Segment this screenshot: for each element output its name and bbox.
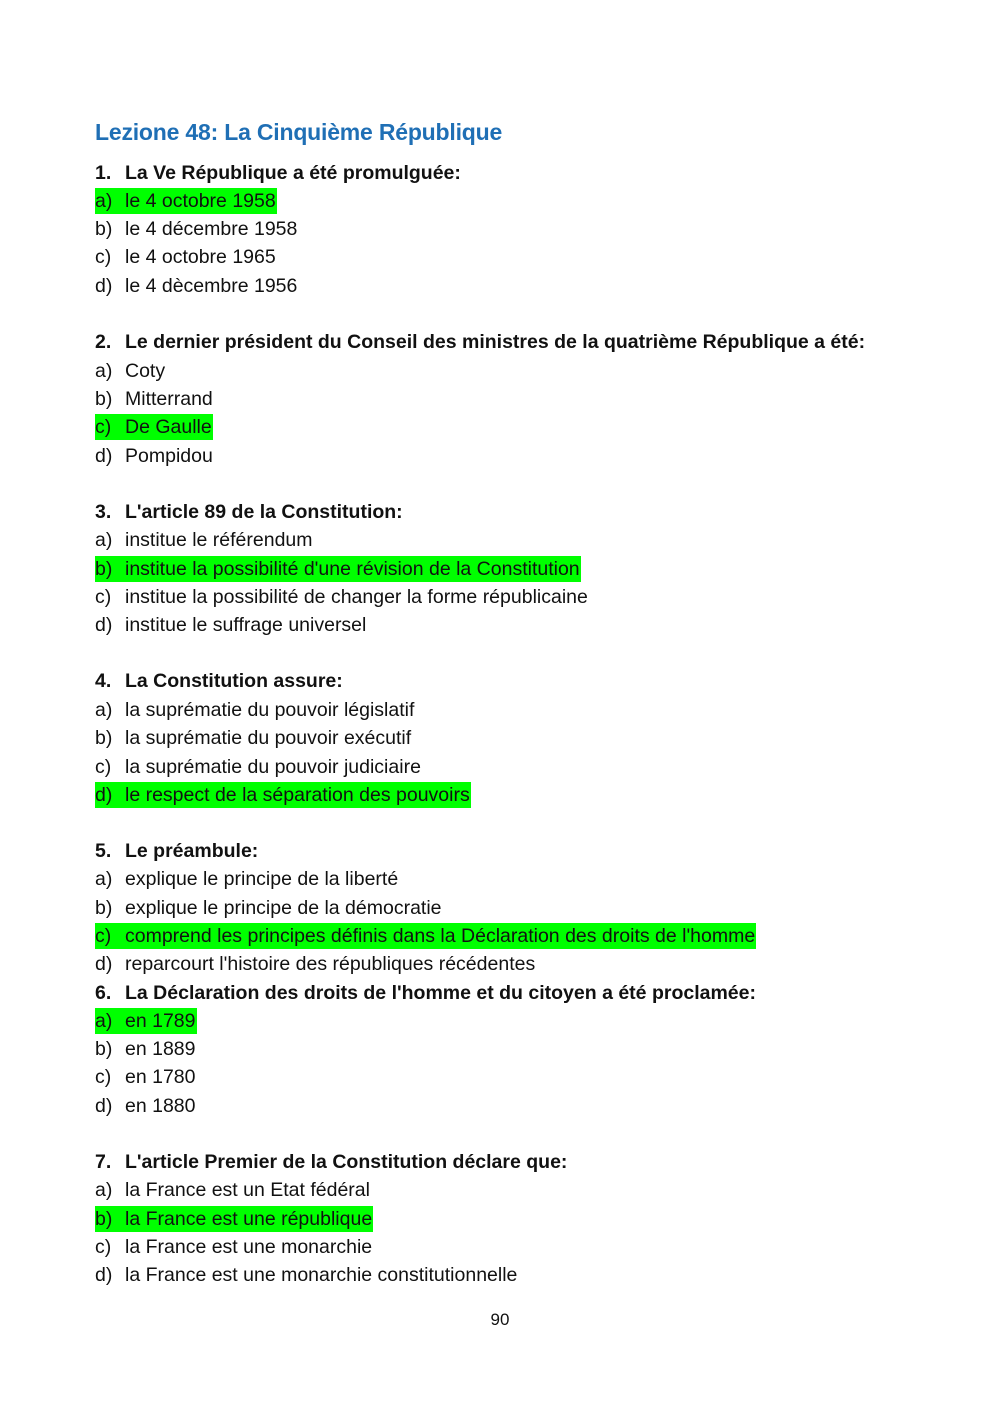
answer-text-wrap (95, 1036, 197, 1062)
option-text: en 1889 (125, 1038, 196, 1060)
option-text: institue la possibilité d'une révision de la Constitution (125, 558, 580, 580)
option-label: b) (95, 897, 113, 919)
question-number: 1. (95, 162, 112, 184)
answer-option (95, 556, 581, 582)
answer-text-wrap (95, 697, 415, 723)
question-1 (95, 160, 461, 186)
answer-text-wrap (95, 1262, 518, 1288)
option-label: d) (95, 275, 113, 297)
answer-text-wrap (95, 527, 314, 553)
answer-option (95, 612, 367, 638)
answer-option (95, 1234, 373, 1260)
answer-text-wrap (95, 951, 536, 977)
answer-text-wrap (95, 358, 166, 384)
option-text: la suprématie du pouvoir exécutif (125, 727, 412, 749)
option-text: la suprématie du pouvoir législatif (125, 699, 415, 721)
answer-option (95, 725, 412, 751)
correct-answer-highlight (95, 1008, 197, 1034)
question-3 (95, 499, 403, 525)
option-text: en 1789 (125, 1010, 196, 1032)
question-text: L'article Premier de la Constitution déclare que: (125, 1151, 568, 1173)
option-label: b) (95, 558, 113, 580)
answer-text-wrap (95, 443, 214, 469)
option-label: c) (95, 416, 112, 438)
answer-option (95, 697, 415, 723)
answer-option (95, 1064, 197, 1090)
option-text: la suprématie du pouvoir judiciaire (125, 756, 421, 778)
option-text: en 1780 (125, 1066, 196, 1088)
page-number: 90 (490, 1310, 510, 1329)
answer-text-wrap (95, 584, 589, 610)
answer-text-wrap (95, 754, 422, 780)
question-text: La Constitution assure: (125, 670, 343, 692)
answer-option (95, 414, 213, 440)
answer-text-wrap (95, 725, 412, 751)
option-label: a) (95, 1010, 113, 1032)
answer-text-wrap (95, 895, 443, 921)
correct-answer-highlight (95, 782, 471, 808)
answer-option (95, 895, 443, 921)
question-4 (95, 668, 343, 694)
option-label: a) (95, 360, 113, 382)
option-text: comprend les principes définis dans la Déclaration des droits de l'homme (125, 925, 756, 947)
option-label: b) (95, 1038, 113, 1060)
question-number: 3. (95, 501, 112, 523)
answer-option (95, 1262, 518, 1288)
answer-option (95, 754, 422, 780)
answer-option (95, 1177, 371, 1203)
option-text: la France est un Etat fédéral (125, 1179, 370, 1201)
answer-text-wrap (95, 612, 367, 638)
option-text: le 4 décembre 1958 (125, 218, 298, 240)
answer-option (95, 273, 298, 299)
question-text: La Déclaration des droits de l'homme et du citoyen a été proclamée: (125, 982, 756, 1004)
question-text: Le dernier président du Conseil des ministres de la quatrième République a été: (125, 331, 866, 353)
answer-text-wrap (95, 1093, 197, 1119)
option-text: le 4 dècembre 1956 (125, 275, 298, 297)
question-number: 6. (95, 982, 112, 1004)
option-label: c) (95, 925, 112, 947)
page-title: Lezione 48: La Cinquième République (95, 119, 503, 145)
answer-option (95, 951, 536, 977)
option-label: b) (95, 1208, 113, 1230)
question-text: La Ve République a été promulguée: (125, 162, 461, 184)
question-7 (95, 1149, 567, 1175)
answer-option (95, 527, 314, 553)
answer-option (95, 216, 298, 242)
option-text: explique le principe de la liberté (125, 868, 399, 890)
option-text: explique le principe de la démocratie (125, 897, 442, 919)
correct-answer-highlight (95, 923, 756, 949)
option-text: le 4 octobre 1965 (125, 246, 276, 268)
option-label: a) (95, 529, 113, 551)
question-2 (95, 329, 865, 355)
option-text: reparcourt l'histoire des républiques récédentes (125, 953, 536, 975)
option-text: le respect de la séparation des pouvoirs (125, 784, 470, 806)
question-number: 4. (95, 670, 112, 692)
option-text: la France est une monarchie constitutionnelle (125, 1264, 518, 1286)
option-text: Mitterrand (125, 388, 213, 410)
option-label: d) (95, 1264, 113, 1286)
correct-answer-highlight (95, 1206, 373, 1232)
option-label: c) (95, 1236, 112, 1258)
option-label: a) (95, 190, 113, 212)
answer-text-wrap (95, 244, 277, 270)
answer-option (95, 1008, 197, 1034)
option-text: Coty (125, 360, 166, 382)
question-5 (95, 838, 258, 864)
correct-answer-highlight (95, 556, 581, 582)
question-text: L'article 89 de la Constitution: (125, 501, 403, 523)
option-text: institue le suffrage universel (125, 614, 367, 636)
answer-text-wrap (95, 1177, 371, 1203)
option-label: d) (95, 614, 113, 636)
answer-option (95, 443, 214, 469)
answer-option (95, 386, 214, 412)
option-label: a) (95, 868, 113, 890)
option-label: c) (95, 756, 112, 778)
correct-answer-highlight (95, 188, 277, 214)
answer-option (95, 1206, 373, 1232)
answer-option (95, 1093, 197, 1119)
answer-option (95, 923, 756, 949)
question-number: 7. (95, 1151, 112, 1173)
option-label: b) (95, 388, 113, 410)
option-text: De Gaulle (125, 416, 212, 438)
option-text: le 4 octobre 1958 (125, 190, 276, 212)
answer-option (95, 358, 166, 384)
option-label: d) (95, 953, 113, 975)
answer-text-wrap (95, 273, 298, 299)
answer-option (95, 188, 277, 214)
question-6 (95, 980, 756, 1006)
option-text: la France est une république (125, 1208, 373, 1230)
correct-answer-highlight (95, 414, 213, 440)
answer-text-wrap (95, 216, 298, 242)
answer-text-wrap (95, 866, 399, 892)
option-text: institue le référendum (125, 529, 313, 551)
option-label: d) (95, 445, 113, 467)
answer-option (95, 866, 399, 892)
option-text: en 1880 (125, 1095, 196, 1117)
option-text: institue la possibilité de changer la forme républicaine (125, 586, 588, 608)
answer-option (95, 1036, 197, 1062)
option-label: b) (95, 218, 113, 240)
question-number: 2. (95, 331, 112, 353)
answer-option (95, 782, 471, 808)
question-text: Le préambule: (125, 840, 259, 862)
question-number: 5. (95, 840, 112, 862)
answer-text-wrap (95, 1064, 197, 1090)
option-label: c) (95, 1066, 112, 1088)
option-label: b) (95, 727, 113, 749)
answer-text-wrap (95, 386, 214, 412)
option-text: Pompidou (125, 445, 213, 467)
answer-text-wrap (95, 1234, 373, 1260)
option-label: c) (95, 246, 112, 268)
option-label: c) (95, 586, 112, 608)
option-label: d) (95, 1095, 113, 1117)
option-label: a) (95, 1179, 113, 1201)
answer-option (95, 244, 277, 270)
option-label: d) (95, 784, 113, 806)
option-text: la France est une monarchie (125, 1236, 373, 1258)
option-label: a) (95, 699, 113, 721)
answer-option (95, 584, 589, 610)
